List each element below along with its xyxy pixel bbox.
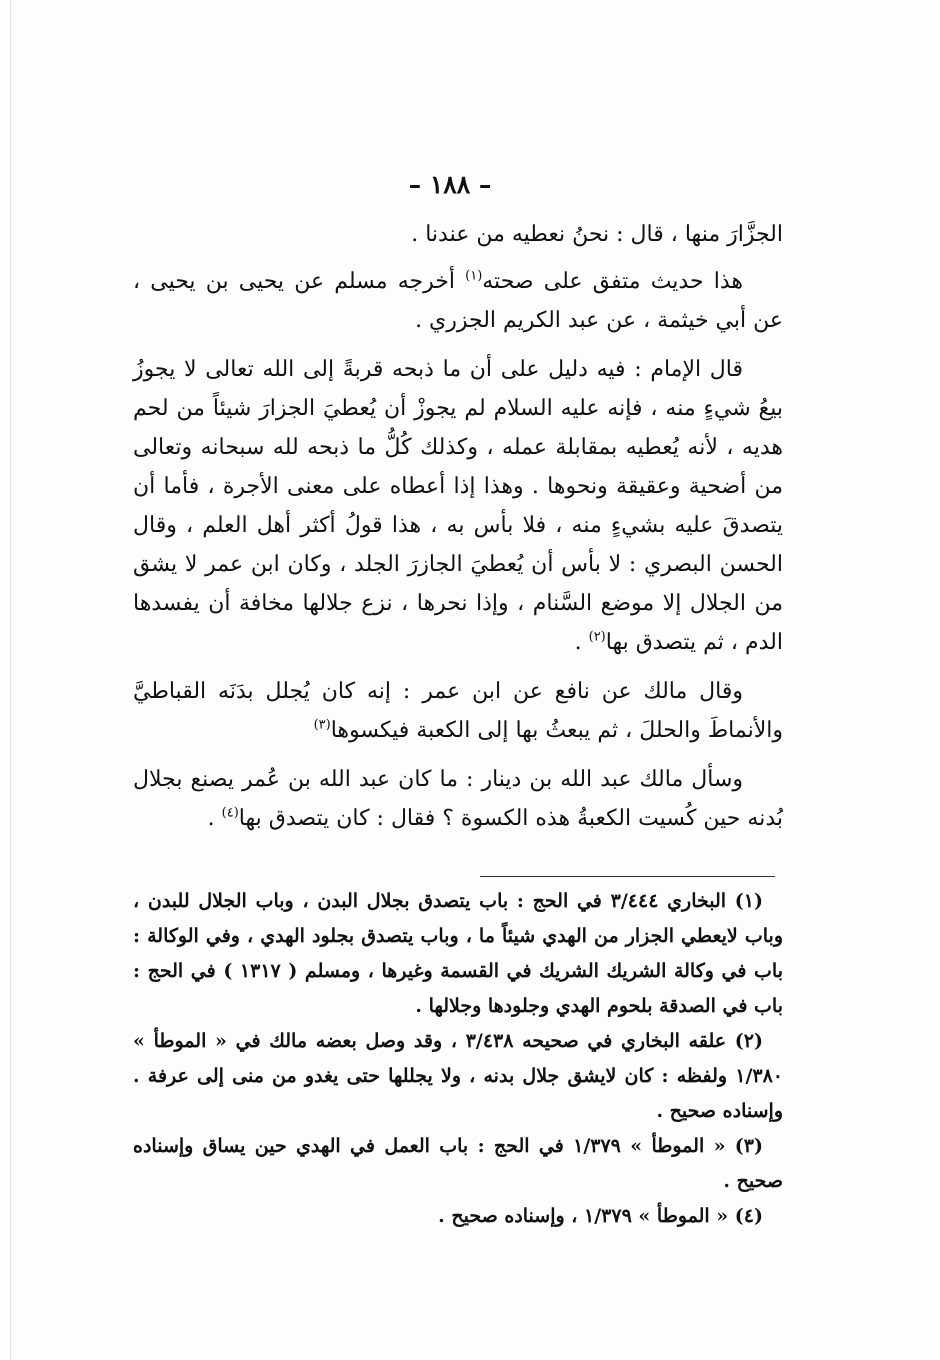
footnote-3: (٣) « الموطأ » ١/٣٧٩ في الحج : باب العمل في الهدي حين يساق وإسناده صحيح .: [133, 1135, 783, 1192]
paragraph-malik-dinar: [133, 760, 783, 838]
footnote-ref-2: (٢): [588, 629, 606, 645]
footnote-1: (١) البخاري ٣/٤٤٤ في الحج : باب يتصدق بجلال البدن ، وباب الجلال للبدن ، وباب لايعطي الجزار من الهدي شيئاً ما ، وباب يتصدق بجلود الهدي ، وفي الوكالة : باب في وكالة الشريك الشريك في القسمة وغيرها ، ومسلم ( ١٣١٧ ) في الحج : باب في الصدقة بلحوم الهدي وجلودها وجلالها .: [133, 890, 784, 1017]
paragraph-text: وسأل مالك عبد الله بن دينار : ما كان عبد الله بن عُمر يصنع بجلال بُدنه حين كُسيت الكعبةُ هذه الكسوة ؟ فقال : كان يتصدق بها: [133, 767, 783, 831]
paragraph-text: وقال مالك عن نافع عن ابن عمر : إنه كان يُجلل بدَنَه القباطيَّ والأنماطَ والحللَ ، ثم يبعثُ بها إلى الكعبة فيكسوها: [133, 679, 783, 743]
footnote-ref-4: (٤): [221, 805, 239, 821]
footnote-4: (٤) « الموطأ » ١/٣٧٩ ، وإسناده صحيح .: [438, 1205, 763, 1227]
paragraph-text: .: [574, 630, 589, 655]
paragraph-text: .: [207, 806, 222, 831]
paragraph-hadith-grading: [133, 262, 783, 340]
paragraph-malik-nafi: [133, 672, 783, 750]
scan-edge-line: [10, 0, 11, 1360]
footnote-ref-1: (١): [465, 268, 483, 284]
footnote-separator: [480, 876, 775, 877]
footnotes: [133, 884, 783, 1234]
footnote-ref-3: (٣): [313, 717, 331, 733]
paragraph-text: أخرجه مسلم عن يحيى بن يحيى ، عن أبي خيثمة ، عن عبد الكريم الجزري .: [133, 269, 783, 333]
paragraph-imam-commentary: [133, 350, 783, 662]
paragraph-text: قال الإمام : فيه دليل على أن ما ذبحه قربةً إلى الله تعالى لا يجوزُ بيعُ شيءٍ منه ، فإنه عليه السلام لم يجوزْ أن يُعطيَ الجزارَ شيئاً من لحم هديه ، لأنه يُعطيه بمقابلة عمله ، وكذلك كُلُّ ما ذبحه لله سبحانه وتعالى من أضحية وعقيقة ونحوها . وهذا إذا أعطاه على معنى الأجرة ، فأما أن يتصدقَ عليه بشيءٍ منه ، فلا بأس به ، هذا قولُ أكثر أهل العلم ، وقال الحسن البصري : لا بأس أن يُعطيَ الجازرَ الجلد ، وكان ابن عمر لا يشق من الجلال إلا موضع السَّنام ، وإذا نحرها ، نزع جلالها مخافة أن يفسدها الدم ، ثم يتصدق بها: [133, 357, 783, 655]
main-text: [133, 215, 783, 848]
paragraph-continuation: الجزَّارَ منها ، قال : نحنُ نعطيه من عندنا .: [411, 222, 783, 247]
page-number: – ١٨٨ –: [408, 170, 492, 199]
footnote-2: (٢) علقه البخاري في صحيحه ٣/٤٣٨ ، وقد وصل بعضه مالك في « الموطأ » ١/٣٨٠ ولفظه : كان لايشق جلال بدنه ، ولا يجللها حتى يغدو من منى إلى عرفة . وإسناده صحيح .: [133, 1030, 783, 1122]
paragraph-text: هذا حديث متفق على صحته: [482, 269, 743, 294]
